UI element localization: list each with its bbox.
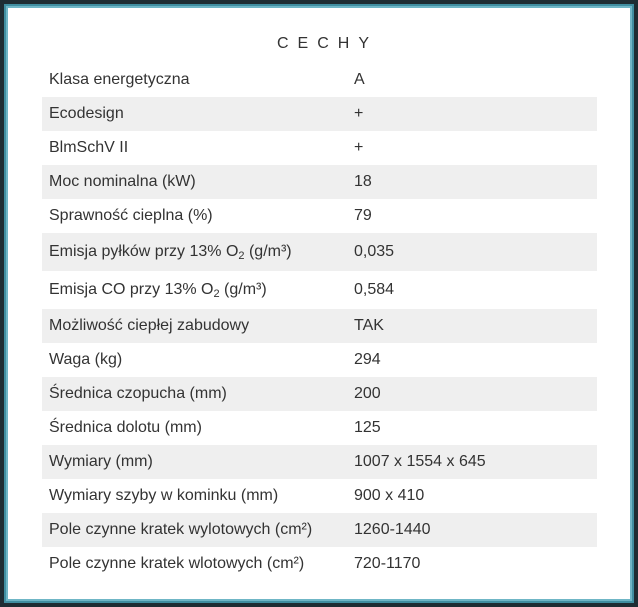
table-row: [42, 445, 597, 479]
row-value: 200: [354, 385, 381, 402]
row-label: Ecodesign: [49, 105, 124, 122]
row-value: 1007 x 1554 x 645: [354, 453, 486, 470]
row-value: 0,584: [354, 281, 395, 298]
label-unit: (g/m³): [244, 243, 292, 260]
row-value: +: [354, 139, 364, 156]
row-label: [49, 243, 292, 261]
row-label: Średnica dolotu (mm): [49, 419, 202, 436]
row-value: A: [354, 71, 365, 88]
features-table: [42, 63, 597, 581]
table-row: [42, 199, 597, 233]
table-row: [42, 547, 597, 581]
row-label: Możliwość ciepłej zabudowy: [49, 317, 250, 334]
row-label: BlmSchV II: [49, 139, 129, 156]
table-row: [42, 131, 597, 165]
row-value: 18: [354, 173, 372, 190]
table-row: [42, 165, 597, 199]
row-value: +: [354, 105, 364, 122]
table-row: [42, 479, 597, 513]
row-label: Sprawność cieplna (%): [49, 207, 213, 224]
row-label: Wymiary szyby w kominku (mm): [49, 487, 279, 504]
row-value: 720-1170: [354, 555, 421, 572]
row-label: Waga (kg): [49, 351, 123, 368]
label-text: Emisja pyłków przy 13% O: [49, 243, 239, 260]
row-label: Moc nominalna (kW): [49, 173, 196, 190]
label-subscript: 2: [213, 288, 220, 300]
table-row: [42, 233, 597, 271]
row-value: TAK: [354, 317, 384, 334]
table-row: [42, 411, 597, 445]
row-value: 900 x 410: [354, 487, 425, 504]
section-title: CECHY: [276, 35, 378, 52]
table-row: [42, 343, 597, 377]
label-text: Emisja CO przy 13% O: [49, 281, 214, 298]
row-value: 0,035: [354, 243, 395, 260]
label-unit: (g/m³): [219, 281, 267, 298]
row-label: Wymiary (mm): [49, 453, 153, 470]
table-row: [42, 97, 597, 131]
table-row: [42, 271, 597, 309]
table-row: [42, 309, 597, 343]
row-label: Pole czynne kratek wylotowych (cm²): [49, 521, 313, 538]
row-label: Klasa energetyczna: [49, 71, 190, 88]
row-label: [49, 281, 267, 299]
row-value: 1260-1440: [354, 521, 431, 538]
table-row: [42, 377, 597, 411]
table-row: [42, 63, 597, 97]
table-row: [42, 513, 597, 547]
row-value: 125: [354, 419, 381, 436]
row-value: 294: [354, 351, 381, 368]
label-subscript: 2: [238, 250, 245, 262]
row-label: Pole czynne kratek wlotowych (cm²): [49, 555, 305, 572]
row-label: Średnica czopucha (mm): [49, 385, 227, 402]
row-value: 79: [354, 207, 372, 224]
